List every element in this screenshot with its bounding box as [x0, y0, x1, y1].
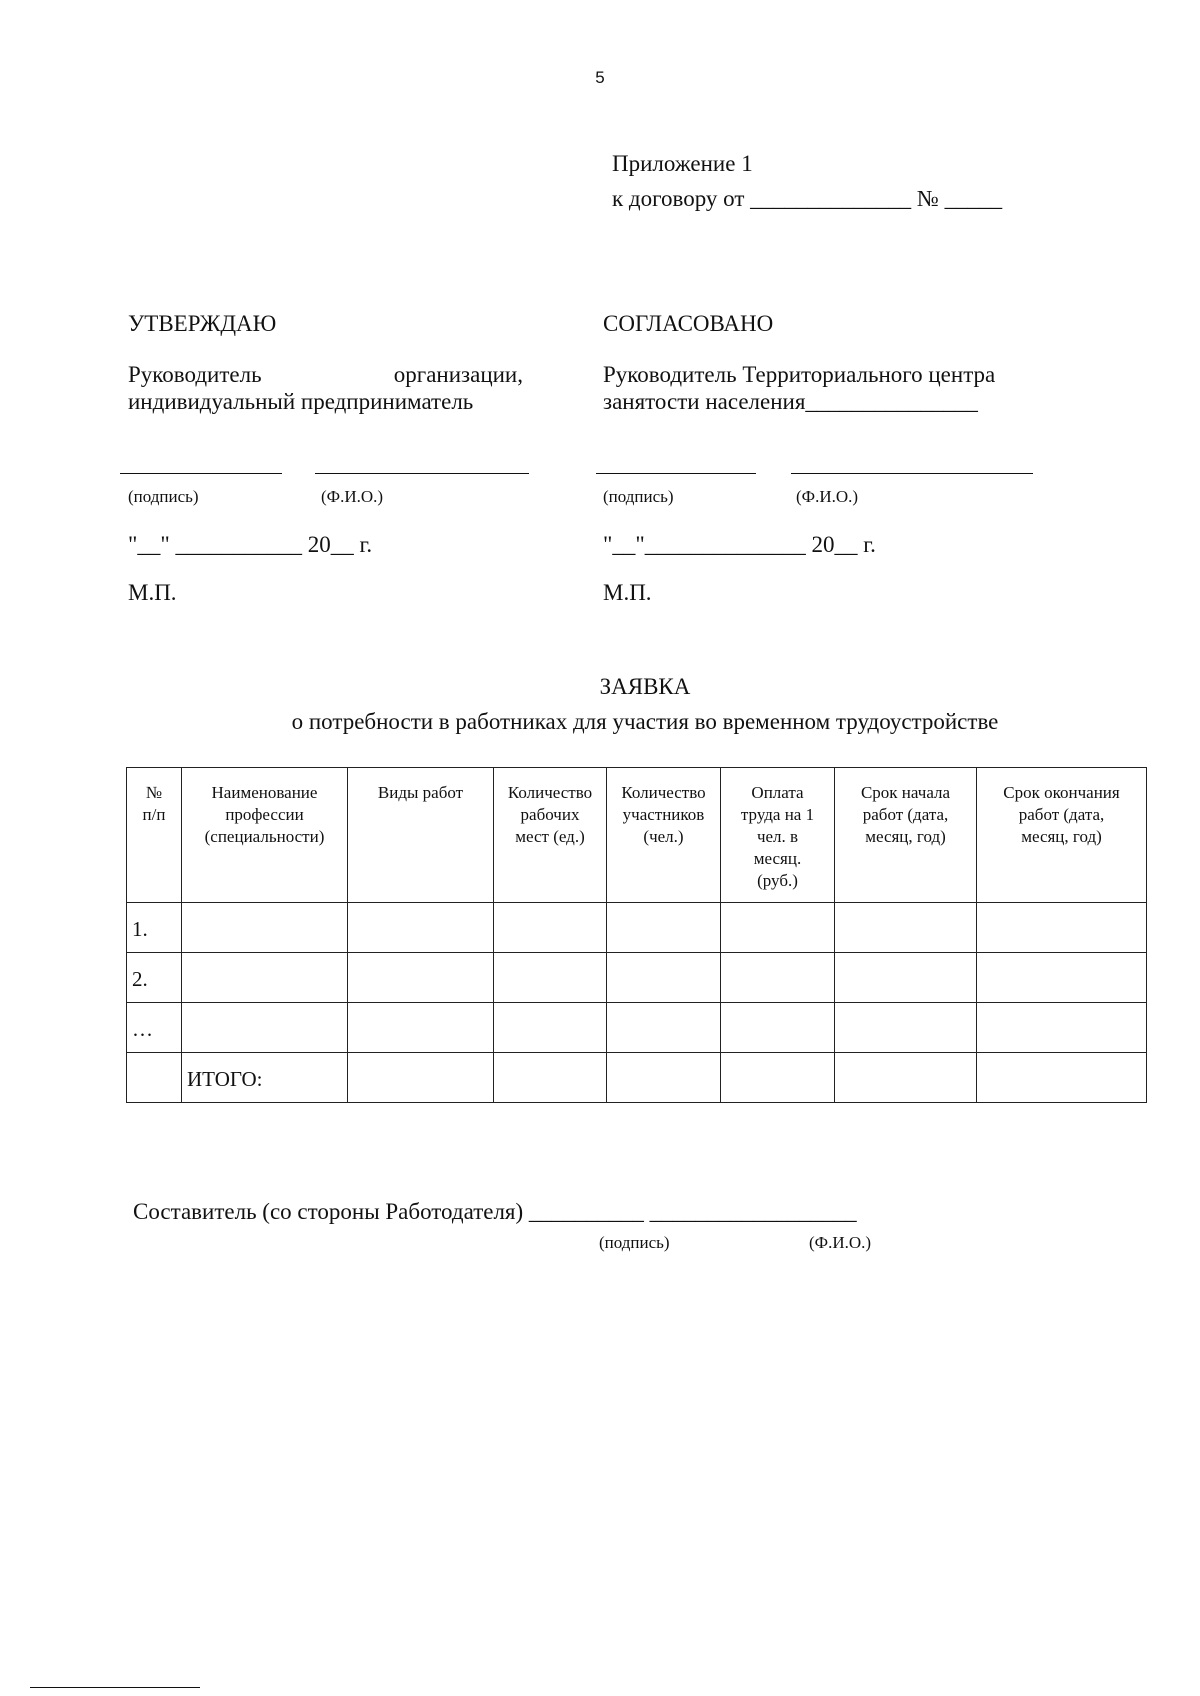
approve-date: "__" ___________ 20__ г.: [128, 532, 373, 557]
table-row: [127, 953, 1147, 1003]
table-cell: [977, 953, 1147, 1003]
table-cell: [835, 953, 977, 1003]
header-pay: Оплата труда на 1 чел. в месяц. (руб.): [721, 768, 835, 903]
agree-heading: СОГЛАСОВАНО: [603, 311, 774, 336]
approve-role-line1: [128, 362, 523, 388]
header-workplaces: Количество рабочих мест (ед.): [494, 768, 607, 903]
table-cell: [348, 1053, 494, 1103]
agree-fio-label: (Ф.И.О.): [796, 487, 859, 506]
table-cell: [835, 1053, 977, 1103]
table-cell: [182, 953, 348, 1003]
approve-seal: М.П.: [128, 580, 177, 605]
table-cell: …: [127, 1003, 182, 1053]
compiler-signature-label: (подпись): [599, 1233, 670, 1252]
table-cell: [348, 953, 494, 1003]
table-cell: [348, 1003, 494, 1053]
approve-fio-line: [315, 473, 529, 474]
request-subtitle: о потребности в работниках для участия во временном трудоустройстве: [291, 709, 999, 734]
table-cell: [721, 953, 835, 1003]
header-number: № п/п: [127, 768, 182, 903]
table-cell: [607, 903, 721, 953]
table-cell: [977, 903, 1147, 953]
table-cell: [977, 1003, 1147, 1053]
approve-role-line2: индивидуальный предприниматель: [128, 389, 474, 414]
agree-fio-line: [791, 473, 1033, 474]
agree-signature-label: (подпись): [603, 487, 674, 506]
table-cell: [721, 1053, 835, 1103]
annex-title: Приложение 1: [612, 151, 753, 176]
table-cell: [182, 1003, 348, 1053]
header-end-date: Срок окончания работ (дата, месяц, год): [977, 768, 1147, 903]
compiler-fio-label: (Ф.И.О.): [809, 1233, 872, 1252]
agree-seal: М.П.: [603, 580, 652, 605]
header-participants: Количество участников (чел.): [607, 768, 721, 903]
compiler-line: Составитель (со стороны Работодателя) __________ __________________: [133, 1199, 857, 1224]
table-cell: [835, 903, 977, 953]
table-cell: [127, 1053, 182, 1103]
table-cell: [607, 1003, 721, 1053]
table-cell: [607, 953, 721, 1003]
agree-signature-line: [596, 473, 756, 474]
table-header-row: [127, 768, 1147, 903]
agree-date: "__"______________ 20__ г.: [603, 532, 876, 557]
table-cell: [494, 1053, 607, 1103]
request-table: [126, 767, 1147, 1103]
table-cell: [494, 903, 607, 953]
approve-signature-label: (подпись): [128, 487, 199, 506]
approve-role-word1: Руководитель: [128, 362, 262, 387]
table-cell: [721, 1003, 835, 1053]
header-start-date: Срок начала работ (дата, месяц, год): [835, 768, 977, 903]
table-row: [127, 1003, 1147, 1053]
table-total-label: ИТОГО:: [182, 1053, 348, 1103]
table-cell: [348, 903, 494, 953]
table-cell: 1.: [127, 903, 182, 953]
agree-role-line1: Руководитель Территориального центра: [603, 362, 996, 387]
table-total-row: [127, 1053, 1147, 1103]
approve-heading: УТВЕРЖДАЮ: [128, 311, 277, 336]
table-cell: [494, 1003, 607, 1053]
table-cell: [721, 903, 835, 953]
table-cell: [494, 953, 607, 1003]
table-cell: [835, 1003, 977, 1053]
header-work-types: Виды работ: [348, 768, 494, 903]
header-profession: Наименование профессии (специальности): [182, 768, 348, 903]
approve-signature-line: [120, 473, 282, 474]
table-cell: [182, 903, 348, 953]
agree-role-line2: занятости населения_______________: [603, 389, 978, 414]
approve-fio-label: (Ф.И.О.): [321, 487, 384, 506]
table-cell: 2.: [127, 953, 182, 1003]
request-title: ЗАЯВКА: [599, 674, 691, 699]
page-number: 5: [595, 68, 605, 87]
footnote-rule: [30, 1687, 200, 1688]
approve-role-word2: организации,: [393, 362, 523, 387]
table-row: [127, 903, 1147, 953]
table-cell: [607, 1053, 721, 1103]
table-cell: [977, 1053, 1147, 1103]
annex-contract-ref: к договору от ______________ № _____: [612, 186, 1003, 211]
